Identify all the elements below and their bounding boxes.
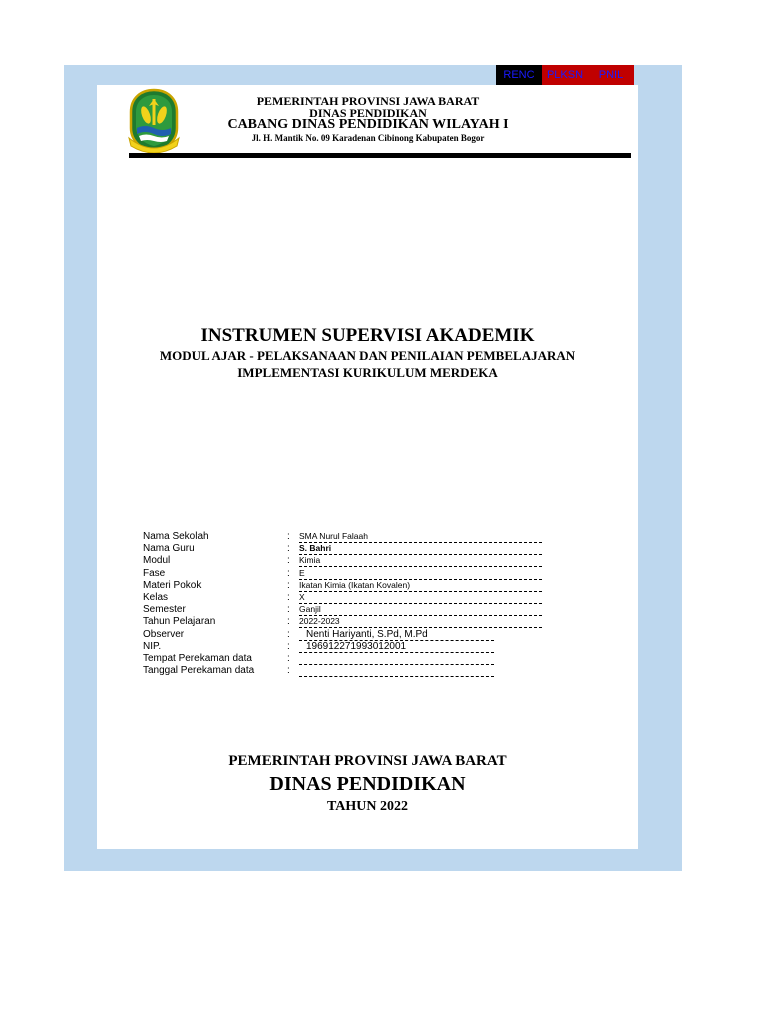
tab-pnil[interactable]: PNIL <box>588 65 634 85</box>
footer-government: PEMERINTAH PROVINSI JAWA BARAT <box>228 753 507 769</box>
form-colon: : <box>287 628 290 640</box>
form-colon: : <box>287 543 290 555</box>
west-java-emblem-icon <box>127 88 181 154</box>
form-label: NIP. <box>143 640 162 652</box>
form-label: Observer <box>143 628 185 640</box>
form-label: Tanggal Perekaman data <box>143 665 255 677</box>
form-label: Materi Pokok <box>143 579 202 591</box>
observer-field[interactable]: Nenti Hariyanti, S.Pd, M.Pd <box>299 629 494 641</box>
form-label: Tahun Pelajaran <box>143 616 216 628</box>
semester-field[interactable]: Ganjil <box>299 604 542 616</box>
footer-agency: DINAS PENDIDIKAN <box>269 773 466 795</box>
teacher-name-field[interactable]: S. Bahri <box>299 543 542 555</box>
nip-field[interactable]: 196912271993012001 <box>299 641 494 653</box>
form-label: Semester <box>143 604 186 616</box>
class-field[interactable]: X <box>299 592 542 604</box>
tab-renc[interactable]: RENC <box>496 65 542 85</box>
school-name-field[interactable]: SMA Nurul Falaah <box>299 531 542 543</box>
form-label: Modul <box>143 555 171 567</box>
form-label: Tempat Perekaman data <box>143 652 252 664</box>
form-colon: : <box>287 579 290 591</box>
form-label: Kelas <box>143 591 169 603</box>
form-colon: : <box>287 652 290 664</box>
header-divider <box>129 153 631 158</box>
recording-place-field[interactable] <box>299 653 494 665</box>
form-colon: : <box>287 616 290 628</box>
form-colon: : <box>287 665 290 677</box>
document-subtitle-2: IMPLEMENTASI KURIKULUM MERDEKA <box>237 365 498 380</box>
form-colon: : <box>287 640 290 652</box>
document-title: INSTRUMEN SUPERVISI AKADEMIK <box>200 325 535 346</box>
recording-date-field[interactable] <box>299 665 494 677</box>
form-label: Nama Sekolah <box>143 531 209 542</box>
form-colon: : <box>287 591 290 603</box>
tab-plksn[interactable]: PLKSN <box>542 65 588 85</box>
form-colon: : <box>287 555 290 567</box>
header-government: PEMERINTAH PROVINSI JAWA BARAT <box>256 94 480 108</box>
header-branch: CABANG DINAS PENDIDIKAN WILAYAH I <box>227 117 509 132</box>
academic-year-field[interactable]: 2022-2023 <box>299 616 542 628</box>
footer-year: TAHUN 2022 <box>326 799 409 814</box>
form-colon: : <box>287 604 290 616</box>
phase-field[interactable]: E <box>299 568 542 580</box>
sheet-tabs <box>496 65 634 85</box>
module-field[interactable]: Kimia <box>299 555 542 567</box>
header-agency: DINAS PENDIDIKAN <box>309 106 427 120</box>
header-address: Jl. H. Mantik No. 09 Karadenan Cibinong Kabupaten Bogor <box>251 133 485 143</box>
topic-field[interactable]: Ikatan Kimia (Ikatan Kovalen) <box>299 580 542 592</box>
form-colon: : <box>287 567 290 579</box>
document-page <box>97 85 638 849</box>
form-label: Nama Guru <box>143 543 195 555</box>
form-colon: : <box>287 531 290 542</box>
form-label: Fase <box>143 567 166 579</box>
document-subtitle: MODUL AJAR - PELAKSANAAN DAN PENILAIAN PEMBELAJARAN <box>159 348 576 363</box>
